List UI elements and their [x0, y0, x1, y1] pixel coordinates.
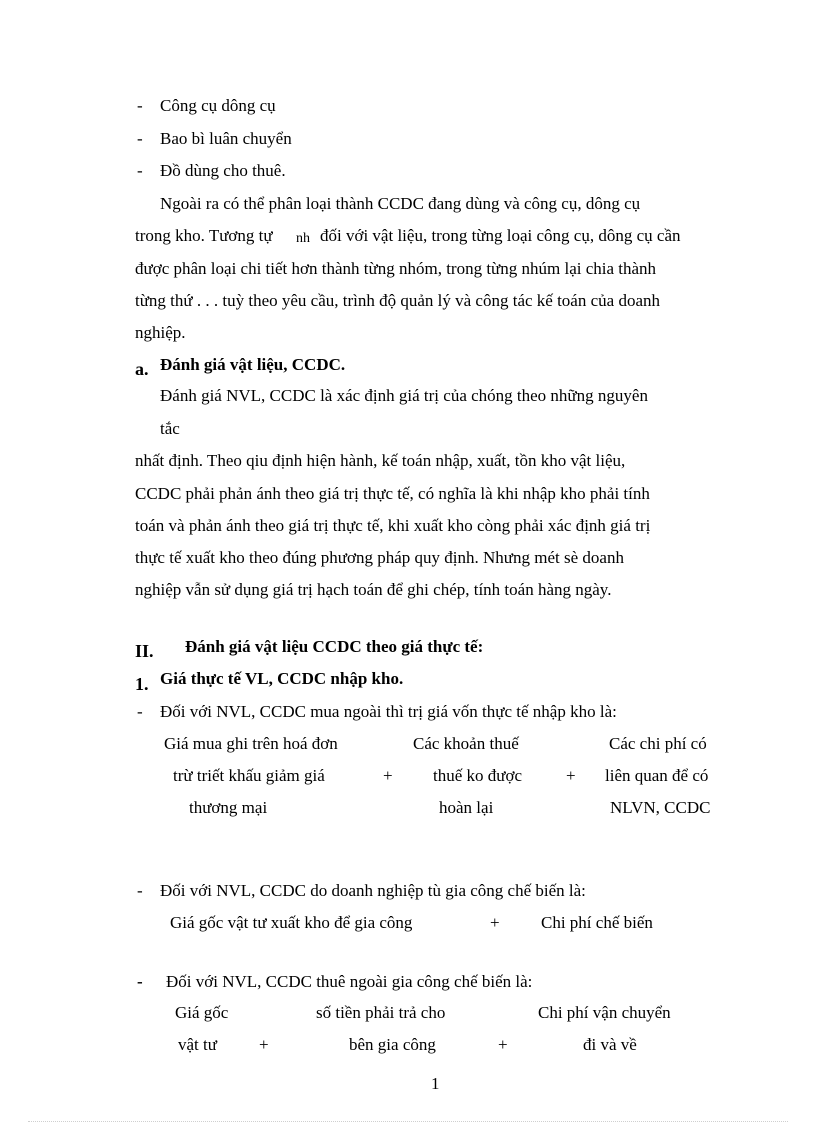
plus-sign: +: [383, 766, 393, 785]
paragraph-line: nhất định. Theo qiu định hiện hành, kế toán nhập, xuất, tồn kho vật liệu,: [135, 451, 626, 470]
formula-term: thương mại: [189, 798, 268, 817]
bullet-dash: -: [137, 881, 143, 900]
formula-term: đi và về: [583, 1035, 637, 1054]
paragraph-line: nghiệp.: [135, 323, 186, 342]
section-marker: 1.: [135, 674, 149, 694]
page-bottom-divider: [28, 1121, 788, 1122]
bullet-item: Bao bì luân chuyển: [160, 129, 292, 148]
paragraph-line: CCDC phải phản ánh theo giá trị thực tế, có nghĩa là khi nhập kho phải tính: [135, 484, 650, 503]
plus-sign: +: [490, 913, 500, 932]
formula-term: Giá gốc vật tư xuất kho để gia công: [170, 913, 413, 932]
paragraph-line: thực tế xuất kho theo đúng phương pháp quy định. Nhưng mét sè doanh: [135, 548, 624, 567]
formula-term: Các khoản thuế: [413, 734, 519, 753]
formula-term: hoàn lại: [439, 798, 494, 817]
formula-term: Các chi phí có: [609, 734, 707, 753]
section-marker: II.: [135, 641, 154, 661]
formula-term: Chi phí vận chuyển: [538, 1003, 671, 1022]
paragraph-line: được phân loại chi tiết hơn thành từng nhóm, trong từng nhúm lại chia thành: [135, 259, 657, 278]
section-heading: Giá thực tế VL, CCDC nhập kho.: [160, 669, 404, 688]
formula-term: thuế ko được: [433, 766, 523, 785]
paragraph-line: trong kho. Tương tự: [135, 226, 273, 245]
page-number: 1: [431, 1074, 440, 1093]
formula-term: liên quan để có: [605, 766, 709, 785]
plus-sign: +: [498, 1035, 508, 1054]
paragraph-line: tắc: [160, 419, 180, 438]
paragraph-fragment: nh: [296, 231, 310, 246]
paragraph-line: toán và phản ánh theo giá trị thực tế, khi xuất kho còng phải xác định giá trị: [135, 516, 651, 535]
bullet-dash: -: [137, 702, 143, 721]
formula-term: vật tư: [178, 1035, 217, 1054]
bullet-item: Đồ dùng cho thuê.: [160, 161, 286, 180]
case-intro: Đối với NVL, CCDC thuê ngoài gia công chế biến là:: [166, 972, 533, 991]
bullet-dash: -: [137, 972, 143, 991]
paragraph-line: từng thứ . . . tuỳ theo yêu cầu, trình độ quản lý và công tác kế toán của doanh: [135, 291, 660, 310]
plus-sign: +: [259, 1035, 269, 1054]
plus-sign: +: [566, 766, 576, 785]
bullet-dash: -: [137, 96, 143, 115]
bullet-dash: -: [137, 129, 143, 148]
case-intro: Đối với NVL, CCDC do doanh nghiệp tù gia công chế biến là:: [160, 881, 586, 900]
section-heading: Đánh giá vật liệu CCDC theo giá thực tế:: [185, 637, 484, 656]
formula-term: trừ triết khấu giảm giá: [173, 766, 325, 785]
formula-term: Giá gốc: [175, 1003, 229, 1022]
paragraph-line: Ngoài ra có thể phân loại thành CCDC đang dùng và công cụ, dông cụ: [160, 194, 641, 213]
formula-term: Giá mua ghi trên hoá đơn: [164, 734, 338, 753]
paragraph-line: nghiệp vẫn sử dụng giá trị hạch toán để ghi chép, tính toán hàng ngày.: [135, 580, 612, 599]
formula-term: bên gia công: [349, 1035, 436, 1054]
paragraph-line: Đánh giá NVL, CCDC là xác định giá trị của chóng theo những nguyên: [160, 386, 648, 405]
bullet-item: Công cụ dông cụ: [160, 96, 276, 115]
bullet-dash: -: [137, 161, 143, 180]
formula-term: Chi phí chế biến: [541, 913, 653, 932]
section-marker: a.: [135, 359, 149, 379]
paragraph-line: đối với vật liệu, trong từng loại công cụ, dông cụ cần: [320, 226, 681, 245]
case-intro: Đối với NVL, CCDC mua ngoài thì trị giá vốn thực tế nhập kho là:: [160, 702, 617, 721]
formula-term: NLVN, CCDC: [610, 798, 711, 817]
formula-term: số tiền phải trả cho: [316, 1003, 446, 1022]
section-heading: Đánh giá vật liệu, CCDC.: [160, 355, 346, 374]
